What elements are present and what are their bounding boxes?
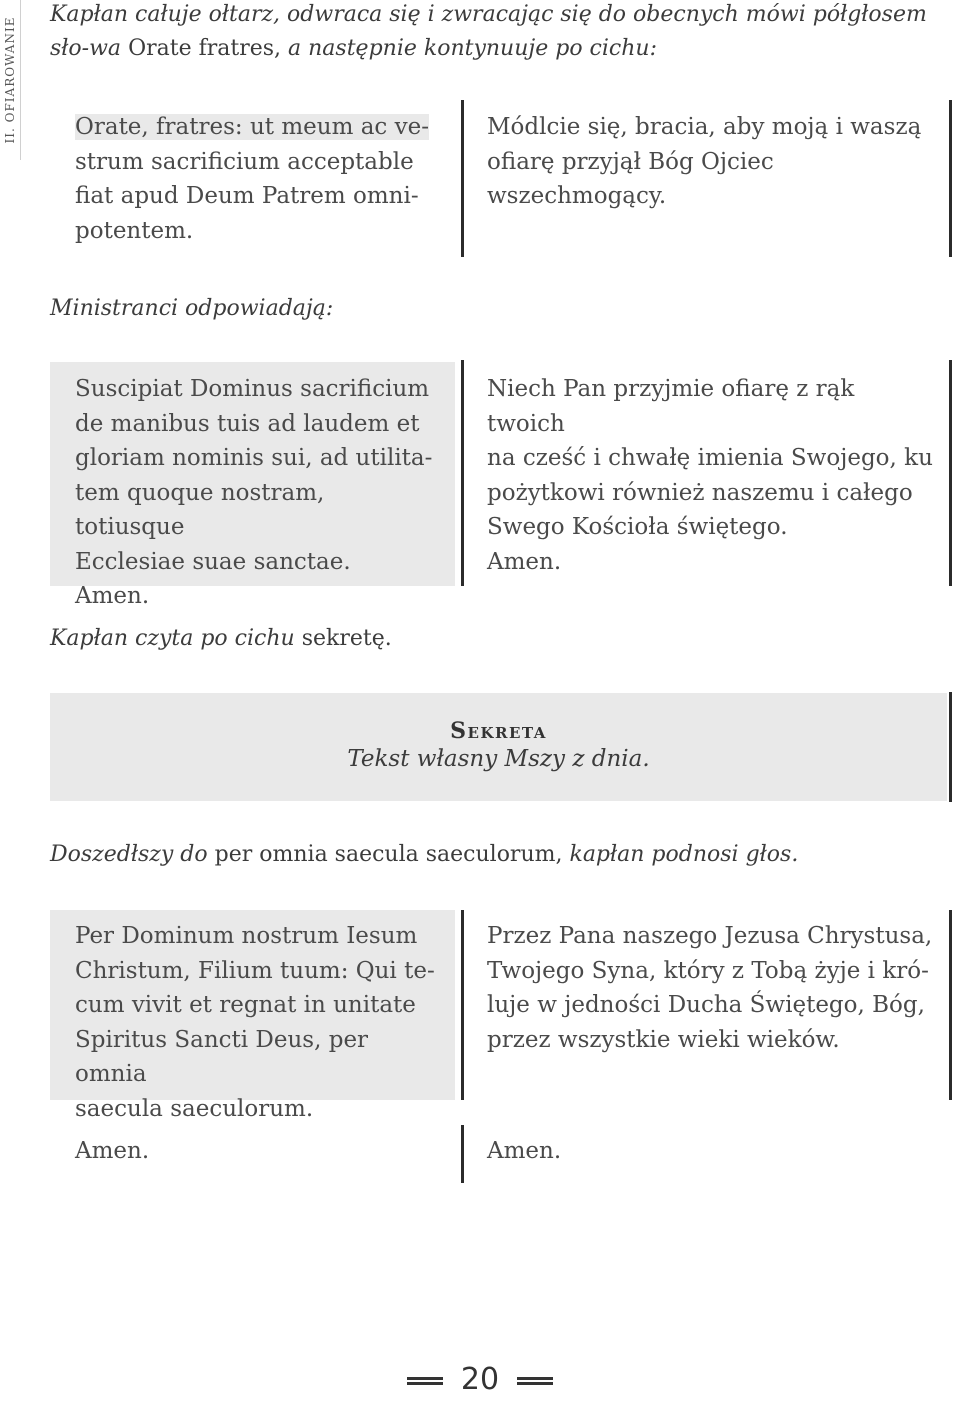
sekreta-subtitle: Tekst własny Mszy z dnia. bbox=[347, 746, 650, 772]
per-dominum-polish: Przez Pana naszego Jezusa Chrystusa, Twojego Syna, który z Tobą żyje i kró- luje w jedności Ducha Świętego, Bóg, przez wszystkie wieki wieków. bbox=[487, 923, 933, 1053]
page-number: 20 bbox=[460, 1362, 500, 1397]
right-bar bbox=[949, 910, 952, 1100]
divider-bar bbox=[461, 100, 464, 257]
rubric-intro: Kapłan całuje ołtarz, odwraca się i zwracając się do obecnych mówi półgłosem sło-wa Orate fratres, a następnie kontynuuje po cichu: bbox=[50, 2, 927, 61]
footer-dash-right bbox=[517, 1377, 553, 1385]
rubric-ministranci: Ministranci odpowiadają: bbox=[50, 296, 334, 321]
sekreta-title: Sekreta bbox=[450, 718, 547, 744]
amen-latin: Amen. bbox=[75, 1138, 150, 1164]
right-bar bbox=[949, 100, 952, 257]
divider-bar bbox=[461, 1125, 464, 1183]
divider-bar bbox=[461, 910, 464, 1100]
right-bar bbox=[949, 692, 952, 802]
sekreta-box bbox=[50, 693, 947, 801]
rubric-sekreta: Kapłan czyta po cichu sekretę. bbox=[50, 626, 392, 651]
orate-polish: Módlcie się, bracia, aby moją i waszą ofiarę przyjął Bóg Ojciec wszechmogący. bbox=[487, 114, 922, 209]
amen-polish: Amen. bbox=[487, 1138, 562, 1164]
suscipiat-polish: Niech Pan przyjmie ofiarę z rąk twoich na cześć i chwałę imienia Swojego, ku pożytkowi również naszemu i całego Swego Kościoła świętego. Amen. bbox=[487, 376, 933, 575]
page-footer bbox=[0, 1362, 960, 1397]
orate-latin: Orate, fratres: ut meum ac ve- strum sacrificium acceptable fiat apud Deum Patrem omni- potentem. bbox=[75, 114, 429, 244]
footer-dash-left bbox=[407, 1377, 443, 1385]
section-side-tab bbox=[0, 0, 21, 160]
suscipiat-latin: Suscipiat Dominus sacrificium de manibus tuis ad laudem et gloriam nominis sui, ad utilita- tem quoque nostram, totiusque Ecclesiae suae sanctae. Amen. bbox=[50, 362, 455, 586]
divider-bar bbox=[461, 360, 464, 586]
rubric-per-omnia: Doszedłszy do per omnia saecula saeculorum, kapłan podnosi głos. bbox=[50, 842, 799, 867]
right-bar bbox=[949, 360, 952, 586]
section-label: II. OFIAROWANIE bbox=[3, 16, 17, 144]
per-dominum-latin: Per Dominum nostrum Iesum Christum, Filium tuum: Qui te- cum vivit et regnat in unitate Spiritus Sancti Deus, per omnia saecula saeculorum. bbox=[50, 910, 455, 1100]
